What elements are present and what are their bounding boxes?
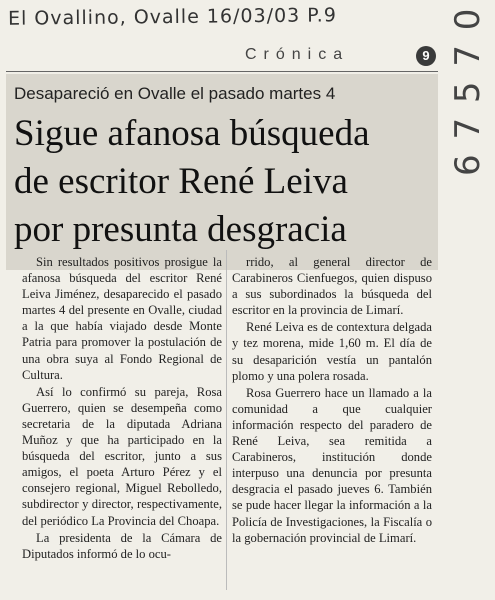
article-column-left xyxy=(22,254,222,563)
headline-line: Sigue afanosa búsqueda xyxy=(14,113,370,154)
article-paragraph: rrido, al general director de Carabineros Cienfuegos, quien dispuso a sus subordinados la búsqueda del escritor en la provincia de Limarí. xyxy=(232,255,432,318)
article-column-right xyxy=(232,254,432,547)
section-label: Crónica xyxy=(245,46,350,63)
article-paragraph: Sin resultados positivos prosigue la afanosa búsqueda del escritor René Leiva Jiménez, desaparecido el pasado martes 4 del presente en Ovalle, ciudad a la que había viajado desde Monte Patria para promover la postulación de una obra suya al Fondo Regional de Cultura. xyxy=(22,255,222,382)
article-paragraph: Así lo confirmó su pareja, Rosa Guerrero, quien se desempeña como secretaria de la diputada Adriana Muñoz y que ha participado en la búsqueda del escritor, junto a sus amigos, el poeta Arturo Pérez y el consejero regional, Miguel Rebolledo, subdirector y director, respectivamente, del periódico La Provincia del Choapa. xyxy=(22,384,222,528)
section-rule xyxy=(6,71,438,72)
headline-line: por presunta desgracia xyxy=(14,209,347,250)
article-paragraph: Rosa Guerrero hace un llamado a la comunidad a que cualquier información respecto del paradero de René Leiva, sea remitida a Carabineros, institución donde interpuso una denuncia por presunta desgracia el pasado jueves 6. También se pude hacer llegar la información a la Policía de Investigaciones, la Fiscalía o la gobernación provincial de Limarí. xyxy=(232,385,432,545)
page-number-badge: 9 xyxy=(416,46,436,66)
headline-line: de escritor René Leiva xyxy=(14,161,348,202)
article-paragraph: René Leiva es de contextura delgada y tez morena, mide 1,60 m. El día de su desaparición vestía un pantalón plomo y una polera rosada. xyxy=(232,320,432,383)
article-headline xyxy=(14,110,434,254)
handwritten-margin-number: 6 7 5 7 0 xyxy=(448,6,488,176)
article-paragraph: La presidenta de la Cámara de Diputados informó de lo ocu- xyxy=(22,530,222,561)
column-divider xyxy=(226,250,227,590)
article-kicker: Desapareció en Ovalle el pasado martes 4 xyxy=(14,84,336,103)
handwritten-source-note: El Ovallino, Ovalle 16/03/03 P.9 xyxy=(7,4,337,30)
